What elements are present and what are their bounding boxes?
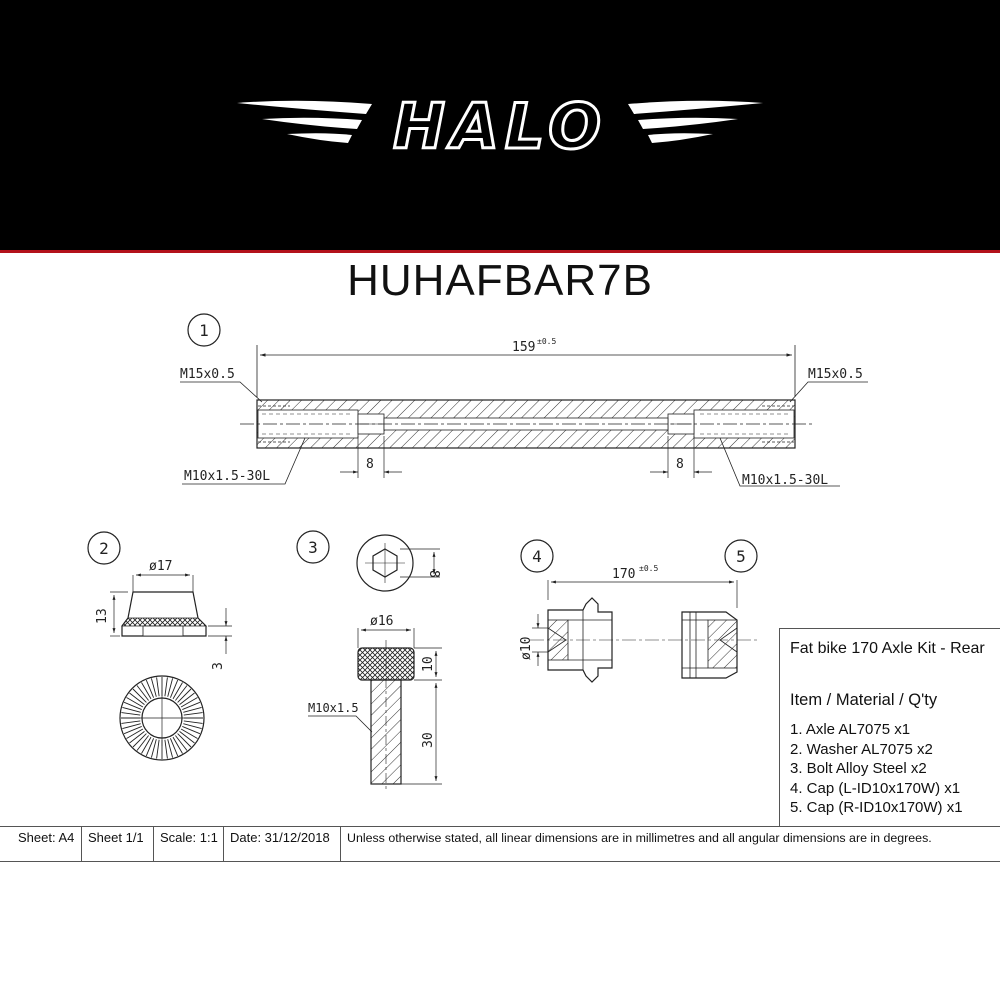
washer-top-view xyxy=(120,676,204,760)
item-3-label: 3 xyxy=(308,538,318,557)
washer-serration-line xyxy=(133,689,146,702)
date: Date: 31/12/2018 xyxy=(224,827,341,861)
axle-right-outer-thread: M15x0.5 xyxy=(808,367,863,382)
washer-serration-line xyxy=(173,683,183,699)
halo-logo xyxy=(0,0,1000,250)
washer-serration-line xyxy=(142,683,152,699)
washer-serration-line xyxy=(181,698,197,708)
axle-view xyxy=(180,314,868,486)
washer-serration-line xyxy=(182,726,200,733)
part-number-title: HUHAFBAR7B xyxy=(347,256,653,305)
bolt-view xyxy=(297,531,442,792)
item-3-balloon xyxy=(297,531,329,563)
washer-serration-line xyxy=(130,731,145,743)
washer-serration-line xyxy=(146,680,153,698)
logo-right-wings xyxy=(628,101,763,143)
title-block xyxy=(0,826,1000,862)
scale: Scale: 1:1 xyxy=(154,827,224,861)
washer-serration-line xyxy=(151,678,156,696)
parts-list-item: 1. Axle AL7075 x1 xyxy=(790,721,911,738)
washer-serration-line xyxy=(122,724,140,729)
washer-serration-line xyxy=(121,721,140,724)
washer-serration-line xyxy=(168,739,173,757)
washer-serration-line xyxy=(175,686,187,701)
washer-serration-line xyxy=(175,736,187,751)
brand-header xyxy=(0,0,1000,250)
washer-serration-line xyxy=(180,693,195,705)
item-2-balloon xyxy=(88,532,120,564)
item-5-label: 5 xyxy=(736,547,746,566)
washer-serration-line xyxy=(173,737,183,753)
bolt-head xyxy=(358,648,414,680)
washer-serration-line xyxy=(181,729,197,739)
washer-serration-line xyxy=(184,713,203,716)
caps-view xyxy=(521,540,760,682)
caps-bore: ø10 xyxy=(519,636,534,660)
washer-serration-line xyxy=(137,686,149,701)
caps-span-value: 170 xyxy=(612,567,636,582)
washer-serration-line xyxy=(124,702,142,709)
washer-view xyxy=(88,532,232,760)
axle-length-value: 159 xyxy=(512,340,536,355)
bolt-shank xyxy=(371,680,401,784)
kit-name: Fat bike 170 Axle Kit - Rear xyxy=(790,640,985,657)
washer-serration-line xyxy=(133,734,146,747)
axle-length-tolerance: ±0.5 xyxy=(537,337,557,346)
axle-left-inner-thread: M10x1.5-30L xyxy=(184,469,271,484)
parts-list-item: 3. Bolt Alloy Steel x2 xyxy=(790,760,927,778)
washer-serration-line xyxy=(137,736,149,751)
item-2-label: 2 xyxy=(99,539,109,558)
washer-serration-line xyxy=(165,677,168,696)
item-1-balloon xyxy=(188,314,220,346)
washer-serration-line xyxy=(170,738,177,756)
axle-right-hex-depth: 8 xyxy=(676,457,684,472)
logo-text: HALO xyxy=(393,90,607,163)
washer-serration-line xyxy=(127,698,143,708)
parts-table xyxy=(779,628,1000,827)
caps-span-tolerance: ±0.5 xyxy=(639,564,659,573)
washer-serration-line xyxy=(130,693,145,705)
washer-serration-line xyxy=(157,740,160,759)
axle-body xyxy=(257,400,795,448)
washer-serration-line xyxy=(124,726,142,733)
axle-left-outer-thread: M15x0.5 xyxy=(180,367,235,382)
washer-step: 3 xyxy=(211,662,226,670)
bolt-head-height: 10 xyxy=(421,656,436,672)
washer-height: 13 xyxy=(95,608,110,624)
parts-list-item: 5. Cap (R-ID10x170W) x1 xyxy=(790,799,963,817)
bolt-head-diameter: ø16 xyxy=(370,614,394,629)
parts-list xyxy=(790,720,963,818)
washer-serration-line xyxy=(178,689,191,702)
washer-serration-line xyxy=(151,739,156,757)
bolt-head-top-view xyxy=(357,535,413,591)
axle-right-inner-thread: M10x1.5-30L xyxy=(742,473,829,488)
sheet-count: Sheet 1/1 xyxy=(82,827,154,861)
logo-left-wings xyxy=(237,101,372,143)
left-cap xyxy=(548,598,612,682)
right-cap xyxy=(682,612,737,678)
parts-list-item: 4. Cap (L-ID10x170W) x1 xyxy=(790,779,961,797)
washer-serration-line xyxy=(146,738,153,756)
washer-serration-line xyxy=(165,740,168,759)
axle-left-hex-depth: 8 xyxy=(366,457,374,472)
washer-serration-line xyxy=(180,731,195,743)
washer-serrations xyxy=(121,677,203,759)
washer-diameter: ø17 xyxy=(149,559,173,574)
washer-serration-line xyxy=(170,680,177,698)
washer-serration-line xyxy=(183,707,201,712)
washer-serration-line xyxy=(122,707,140,712)
item-5-balloon xyxy=(725,540,757,572)
bolt-thread: M10x1.5 xyxy=(308,701,359,715)
washer-serration-line xyxy=(182,702,200,709)
item-4-label: 4 xyxy=(532,547,542,566)
washer-serration-line xyxy=(157,677,160,696)
washer-serration-line xyxy=(183,724,201,729)
bolt-hex-size: 8 xyxy=(426,570,441,578)
washer-serration-line xyxy=(184,721,203,724)
washer-serration-line xyxy=(178,734,191,747)
washer-serration-line xyxy=(168,678,173,696)
washer-serration-line xyxy=(127,729,143,739)
parts-table-header: Item / Material / Q'ty xyxy=(790,691,938,709)
sheet-size: Sheet: A4 xyxy=(0,827,82,861)
bolt-length: 30 xyxy=(421,732,436,748)
parts-list-item: 2. Washer AL7075 x2 xyxy=(790,740,933,758)
units-note: Unless otherwise stated, all linear dimensions are in millimetres and all angular dimensions are in degrees. xyxy=(347,831,932,845)
item-4-balloon xyxy=(521,540,553,572)
washer-serration-line xyxy=(142,737,152,753)
accent-line xyxy=(0,250,1000,253)
washer-profile xyxy=(122,592,206,636)
washer-serration-line xyxy=(121,713,140,716)
item-1-label: 1 xyxy=(199,321,209,340)
